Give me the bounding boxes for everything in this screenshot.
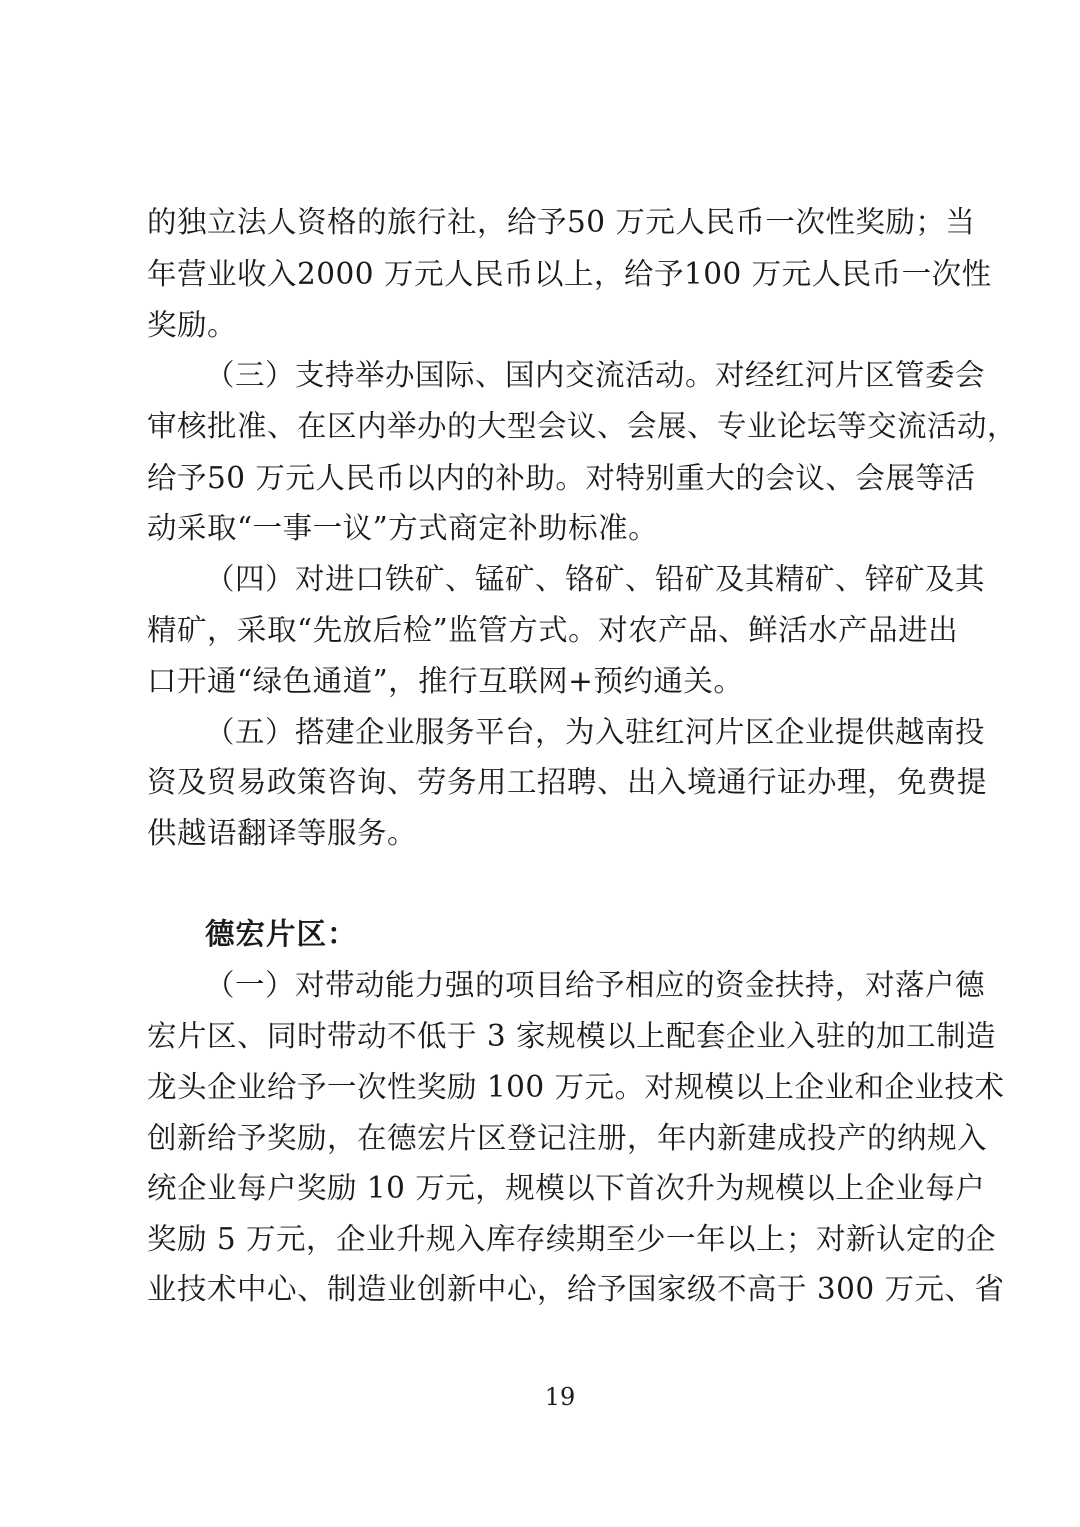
paragraph-line: （四）对进口铁矿、锰矿、铬矿、铅矿及其精矿、锌矿及其 (205, 562, 986, 596)
page-number: 19 (544, 1383, 576, 1411)
paragraph-line: （一）对带动能力强的项目给予相应的资金扶持，对落户德 (205, 968, 986, 1002)
paragraph-line: 口开通“绿色通道”，推行互联网+预约通关。 (147, 664, 744, 698)
paragraph-line: （五）搭建企业服务平台，为入驻红河片区企业提供越南投 (205, 715, 986, 749)
paragraph-line: 统企业每户奖励 10 万元，规模以下首次升为规模以上企业每户 (147, 1171, 986, 1205)
paragraph-line: 动采取“一事一议”方式商定补助标准。 (147, 511, 659, 545)
paragraph-line: （三）支持举办国际、国内交流活动。对经红河片区管委会 (205, 358, 986, 392)
paragraph-line: 奖励。 (147, 308, 238, 342)
paragraph-line: 审核批准、在区内举办的大型会议、会展、专业论坛等交流活动， (147, 409, 1018, 443)
paragraph-line: 资及贸易政策咨询、劳务用工招聘、出入境通行证办理，免费提 (147, 765, 988, 799)
paragraph-line: 龙头企业给予一次性奖励 100 万元。对规模以上企业和企业技术 (147, 1070, 1005, 1104)
paragraph-line: 业技术中心、制造业创新中心，给予国家级不高于 300 万元、省 (147, 1272, 1005, 1306)
paragraph-line: 精矿，采取“先放后检”监管方式。对农产品、鲜活水产品进出 (147, 613, 959, 647)
paragraph-line: 给予50 万元人民币以内的补助。对特别重大的会议、会展等活 (147, 461, 976, 495)
paragraph-line: 的独立法人资格的旅行社，给予50 万元人民币一次性奖励；当 (147, 205, 976, 239)
paragraph-line: 宏片区、同时带动不低于 3 家规模以上配套企业入驻的加工制造 (147, 1019, 997, 1053)
paragraph-line: 创新给予奖励，在德宏片区登记注册，年内新建成投产的纳规入 (147, 1121, 988, 1155)
section-heading: 德宏片区： (205, 916, 358, 951)
paragraph-line: 年营业收入2000 万元人民币以上，给予100 万元人民币一次性 (147, 257, 992, 291)
paragraph-line: 奖励 5 万元，企业升规入库存续期至少一年以上；对新认定的企 (147, 1222, 997, 1256)
paragraph-line: 供越语翻译等服务。 (147, 816, 418, 850)
